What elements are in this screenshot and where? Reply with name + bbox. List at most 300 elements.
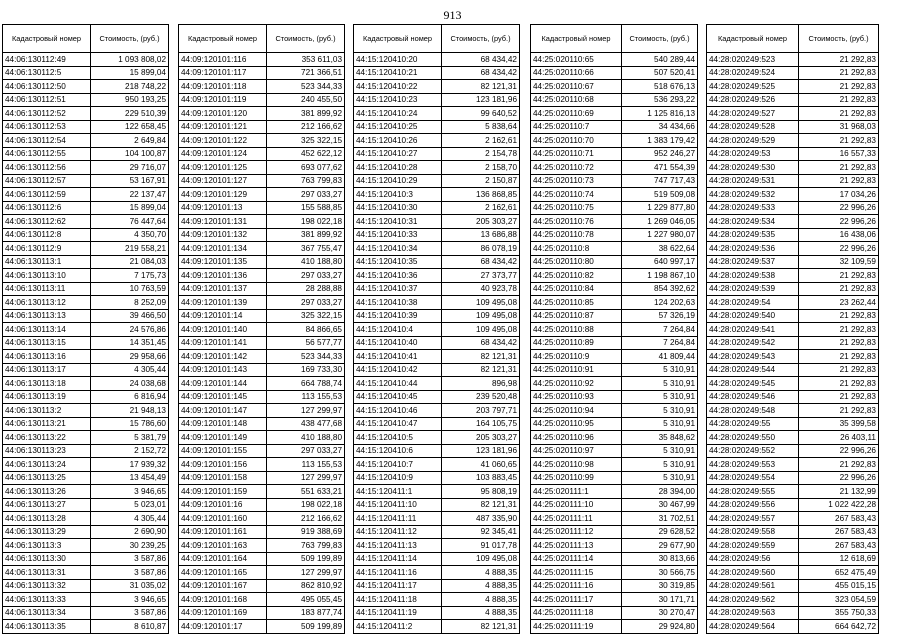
table-row xyxy=(707,174,879,188)
cost-cell: 35 399,58 xyxy=(799,417,879,431)
cost-cell: 29 628,52 xyxy=(622,525,698,539)
table-row xyxy=(179,174,345,188)
table-row xyxy=(3,390,169,404)
table-row xyxy=(3,363,169,377)
table-row xyxy=(179,188,345,202)
table-row xyxy=(179,309,345,323)
table-row xyxy=(354,566,520,580)
table-row xyxy=(179,458,345,472)
cadastral-number-cell: 44:06:130113:23 xyxy=(3,444,91,458)
table-row xyxy=(354,174,520,188)
cadastral-number-cell: 44:06:130112:49 xyxy=(3,53,91,67)
cadastral-number-cell: 44:09:120101:122 xyxy=(179,134,267,148)
cadastral-number-cell: 44:28:020249:54 xyxy=(707,296,799,310)
cadastral-number-cell: 44:28:020249:564 xyxy=(707,620,799,634)
cost-cell: 747 717,43 xyxy=(622,174,698,188)
cadastral-number-cell: 44:09:120101:135 xyxy=(179,255,267,269)
cost-cell: 24 038,68 xyxy=(91,377,169,391)
cadastral-number-cell: 44:09:120101:127 xyxy=(179,174,267,188)
cost-cell: 21 132,99 xyxy=(799,485,879,499)
table-row xyxy=(531,323,698,337)
cost-cell: 1 093 808,02 xyxy=(91,53,169,67)
cost-cell: 41 809,44 xyxy=(622,350,698,364)
cadastral-number-cell: 44:15:120411:16 xyxy=(354,566,442,580)
cadastral-table-4 xyxy=(530,24,698,634)
cost-cell: 82 121,31 xyxy=(442,620,520,634)
cadastral-number-cell: 44:09:120101:136 xyxy=(179,269,267,283)
cost-cell: 30 270,47 xyxy=(622,606,698,620)
cadastral-number-cell: 44:06:130113:35 xyxy=(3,620,91,634)
cost-cell: 27 373,77 xyxy=(442,269,520,283)
table-row xyxy=(531,444,698,458)
cadastral-number-cell: 44:06:130113:21 xyxy=(3,417,91,431)
table-row xyxy=(354,458,520,472)
table-row xyxy=(707,336,879,350)
cadastral-table-1 xyxy=(2,24,169,634)
cost-cell: 30 467,99 xyxy=(622,498,698,512)
cost-cell: 53 167,91 xyxy=(91,174,169,188)
cadastral-number-cell: 44:28:020249:545 xyxy=(707,377,799,391)
table-row xyxy=(531,147,698,161)
cadastral-number-cell: 44:15:120410:33 xyxy=(354,228,442,242)
table-row xyxy=(354,417,520,431)
cadastral-number-cell: 44:15:120411:13 xyxy=(354,539,442,553)
table-row xyxy=(707,566,879,580)
cadastral-number-cell: 44:28:020249:524 xyxy=(707,66,799,80)
cost-cell: 862 810,92 xyxy=(267,579,345,593)
table-row xyxy=(179,269,345,283)
cost-cell: 12 618,69 xyxy=(799,552,879,566)
table-row xyxy=(354,471,520,485)
table-row xyxy=(3,552,169,566)
cadastral-number-cell: 44:06:130113:18 xyxy=(3,377,91,391)
table-row xyxy=(179,485,345,499)
cadastral-number-cell: 44:28:020249:529 xyxy=(707,134,799,148)
table-row xyxy=(707,53,879,67)
cost-cell: 523 344,33 xyxy=(267,350,345,364)
cadastral-number-cell: 44:06:130113:16 xyxy=(3,350,91,364)
cadastral-number-cell: 44:06:130113:13 xyxy=(3,309,91,323)
cadastral-number-cell: 44:15:120410:21 xyxy=(354,66,442,80)
cost-cell: 122 658,45 xyxy=(91,120,169,134)
table-row xyxy=(179,215,345,229)
table-row xyxy=(531,336,698,350)
cost-cell: 10 763,59 xyxy=(91,282,169,296)
table-row xyxy=(354,93,520,107)
cadastral-number-cell: 44:28:020249:535 xyxy=(707,228,799,242)
cadastral-number-cell: 44:25:020111:1 xyxy=(531,485,622,499)
cadastral-number-cell: 44:25:020110:99 xyxy=(531,471,622,485)
cadastral-number-cell: 44:06:130113:19 xyxy=(3,390,91,404)
cost-cell: 4 305,44 xyxy=(91,363,169,377)
cadastral-number-cell: 44:06:130112:54 xyxy=(3,134,91,148)
cost-cell: 22 996,26 xyxy=(799,201,879,215)
cadastral-number-cell: 44:25:020110:73 xyxy=(531,174,622,188)
cadastral-number-cell: 44:09:120101:132 xyxy=(179,228,267,242)
cadastral-number-cell: 44:15:120410:23 xyxy=(354,93,442,107)
cost-cell: 21 292,83 xyxy=(799,309,879,323)
cadastral-number-cell: 44:06:130112:53 xyxy=(3,120,91,134)
table-row xyxy=(354,242,520,256)
table-header-row xyxy=(179,25,345,53)
cost-cell: 367 755,47 xyxy=(267,242,345,256)
cadastral-number-cell: 44:28:020249:552 xyxy=(707,444,799,458)
cost-cell: 28 394,00 xyxy=(622,485,698,499)
cadastral-number-cell: 44:25:020111:19 xyxy=(531,620,622,634)
cost-cell: 198 022,18 xyxy=(267,498,345,512)
cadastral-number-cell: 44:28:020249:525 xyxy=(707,80,799,94)
table-row xyxy=(531,566,698,580)
cost-cell: 495 055,45 xyxy=(267,593,345,607)
cost-cell: 6 816,94 xyxy=(91,390,169,404)
table-row xyxy=(179,80,345,94)
cost-cell: 664 642,72 xyxy=(799,620,879,634)
cadastral-number-cell: 44:25:020110:66 xyxy=(531,66,622,80)
table-row xyxy=(179,296,345,310)
table-row xyxy=(531,350,698,364)
table-row xyxy=(3,404,169,418)
table-row xyxy=(354,134,520,148)
cost-cell: 896,98 xyxy=(442,377,520,391)
cadastral-number-cell: 44:28:020249:558 xyxy=(707,525,799,539)
cadastral-number-cell: 44:15:120410:47 xyxy=(354,417,442,431)
cost-cell: 68 434,42 xyxy=(442,255,520,269)
cadastral-number-cell: 44:25:020110:91 xyxy=(531,363,622,377)
cost-cell: 21 292,83 xyxy=(799,458,879,472)
cost-cell: 325 322,15 xyxy=(267,309,345,323)
cadastral-table-3 xyxy=(353,24,520,634)
cadastral-number-cell: 44:09:120101:120 xyxy=(179,107,267,121)
table-row xyxy=(707,620,879,634)
cost-cell: 3 587,86 xyxy=(91,606,169,620)
table-row xyxy=(354,350,520,364)
cost-cell: 21 292,83 xyxy=(799,363,879,377)
cost-cell: 5 310,91 xyxy=(622,471,698,485)
cost-cell: 21 292,83 xyxy=(799,53,879,67)
table-row xyxy=(179,255,345,269)
cadastral-number-cell: 44:25:020110:78 xyxy=(531,228,622,242)
table-row xyxy=(531,552,698,566)
table-row xyxy=(179,525,345,539)
table-row xyxy=(531,188,698,202)
table-row xyxy=(3,296,169,310)
cost-cell: 2 162,61 xyxy=(442,201,520,215)
cadastral-number-cell: 44:09:120101:139 xyxy=(179,296,267,310)
table-row xyxy=(707,215,879,229)
cost-cell: 21 292,83 xyxy=(799,282,879,296)
cadastral-table-5 xyxy=(706,24,879,634)
cadastral-number-cell: 44:09:120101:147 xyxy=(179,404,267,418)
cadastral-number-cell: 44:25:020110:96 xyxy=(531,431,622,445)
cadastral-number-cell: 44:09:120101:118 xyxy=(179,80,267,94)
cadastral-number-cell: 44:06:130113:26 xyxy=(3,485,91,499)
cadastral-number-cell: 44:09:120101:168 xyxy=(179,593,267,607)
cost-cell: 164 105,75 xyxy=(442,417,520,431)
cost-cell: 16 438,06 xyxy=(799,228,879,242)
table-row xyxy=(354,201,520,215)
cost-cell: 76 447,64 xyxy=(91,215,169,229)
table-row xyxy=(3,282,169,296)
table-row xyxy=(3,620,169,634)
table-row xyxy=(179,552,345,566)
cost-cell: 325 322,15 xyxy=(267,134,345,148)
cadastral-number-cell: 44:15:120411:18 xyxy=(354,593,442,607)
cadastral-number-cell: 44:09:120101:145 xyxy=(179,390,267,404)
table-row xyxy=(354,53,520,67)
table-row xyxy=(179,147,345,161)
table-row xyxy=(531,228,698,242)
cadastral-number-cell: 44:09:120101:155 xyxy=(179,444,267,458)
cadastral-number-cell: 44:15:120410:6 xyxy=(354,444,442,458)
cadastral-number-cell: 44:25:020111:14 xyxy=(531,552,622,566)
cost-cell: 109 495,08 xyxy=(442,552,520,566)
table-row xyxy=(179,242,345,256)
table-row xyxy=(3,161,169,175)
cadastral-number-cell: 44:28:020249:543 xyxy=(707,350,799,364)
cadastral-number-cell: 44:25:020110:82 xyxy=(531,269,622,283)
cost-cell: 109 495,08 xyxy=(442,296,520,310)
cadastral-number-cell: 44:25:020110:67 xyxy=(531,80,622,94)
cadastral-number-cell: 44:28:020249:553 xyxy=(707,458,799,472)
cost-cell: 29 958,66 xyxy=(91,350,169,364)
table-row xyxy=(3,147,169,161)
table-row xyxy=(707,525,879,539)
cadastral-number-cell: 44:25:020110:97 xyxy=(531,444,622,458)
cost-cell: 297 033,27 xyxy=(267,444,345,458)
cost-cell: 205 303,27 xyxy=(442,215,520,229)
table-row xyxy=(3,539,169,553)
table-row xyxy=(3,444,169,458)
cost-cell: 30 239,25 xyxy=(91,539,169,553)
cost-cell: 205 303,27 xyxy=(442,431,520,445)
cost-cell: 39 466,50 xyxy=(91,309,169,323)
cost-cell: 297 033,27 xyxy=(267,296,345,310)
cadastral-number-cell: 44:15:120410:42 xyxy=(354,363,442,377)
table-row xyxy=(707,269,879,283)
cost-cell: 127 299,97 xyxy=(267,404,345,418)
table-row xyxy=(531,471,698,485)
cost-cell: 22 996,26 xyxy=(799,471,879,485)
table-row xyxy=(3,309,169,323)
table-row xyxy=(354,579,520,593)
table-row xyxy=(354,215,520,229)
table-row xyxy=(707,282,879,296)
table-row xyxy=(179,93,345,107)
table-row xyxy=(531,525,698,539)
cadastral-number-cell: 44:06:130112:5 xyxy=(3,66,91,80)
cadastral-number-cell: 44:09:120101:164 xyxy=(179,552,267,566)
table-row xyxy=(707,120,879,134)
cost-cell: 30 319,85 xyxy=(622,579,698,593)
table-row xyxy=(707,552,879,566)
table-row xyxy=(3,377,169,391)
cost-cell: 355 750,33 xyxy=(799,606,879,620)
cadastral-number-cell: 44:15:120410:30 xyxy=(354,201,442,215)
table-row xyxy=(354,620,520,634)
cost-cell: 297 033,27 xyxy=(267,188,345,202)
table-row xyxy=(179,404,345,418)
cost-cell: 104 100,87 xyxy=(91,147,169,161)
cost-cell: 127 299,97 xyxy=(267,471,345,485)
cadastral-number-cell: 44:28:020249:56 xyxy=(707,552,799,566)
table-row xyxy=(531,363,698,377)
cadastral-number-cell: 44:06:130113:10 xyxy=(3,269,91,283)
table-row xyxy=(354,255,520,269)
cost-cell: 381 899,92 xyxy=(267,228,345,242)
table-row xyxy=(531,309,698,323)
cost-cell: 32 109,59 xyxy=(799,255,879,269)
cost-cell: 127 299,97 xyxy=(267,566,345,580)
cost-cell: 29 677,90 xyxy=(622,539,698,553)
cost-cell: 7 264,84 xyxy=(622,336,698,350)
cadastral-number-cell: 44:25:020111:11 xyxy=(531,512,622,526)
cost-cell: 203 797,71 xyxy=(442,404,520,418)
table-row xyxy=(179,566,345,580)
cadastral-number-cell: 44:09:120101:160 xyxy=(179,512,267,526)
cost-cell: 30 566,75 xyxy=(622,566,698,580)
cadastral-number-cell: 44:28:020249:533 xyxy=(707,201,799,215)
cost-cell: 4 888,35 xyxy=(442,579,520,593)
table-row xyxy=(3,431,169,445)
cadastral-number-cell: 44:15:120411:11 xyxy=(354,512,442,526)
cadastral-number-cell: 44:25:020110:72 xyxy=(531,161,622,175)
cost-cell: 2 649,84 xyxy=(91,134,169,148)
table-row xyxy=(707,350,879,364)
cost-cell: 5 023,01 xyxy=(91,498,169,512)
table-row xyxy=(179,120,345,134)
cost-cell: 381 899,92 xyxy=(267,107,345,121)
table-row xyxy=(531,498,698,512)
cost-cell: 438 477,68 xyxy=(267,417,345,431)
cadastral-number-cell: 44:09:120101:159 xyxy=(179,485,267,499)
cost-cell: 17 034,26 xyxy=(799,188,879,202)
cost-cell: 21 292,83 xyxy=(799,323,879,337)
cost-cell: 21 948,13 xyxy=(91,404,169,418)
cost-cell: 82 121,31 xyxy=(442,80,520,94)
table-row xyxy=(531,417,698,431)
cost-cell: 1 383 179,42 xyxy=(622,134,698,148)
table-row xyxy=(707,579,879,593)
table-row xyxy=(707,363,879,377)
table-row xyxy=(531,404,698,418)
cadastral-number-cell: 44:06:130113:22 xyxy=(3,431,91,445)
table-row xyxy=(707,201,879,215)
cadastral-number-cell: 44:28:020249:544 xyxy=(707,363,799,377)
cadastral-number-cell: 44:28:020249:539 xyxy=(707,282,799,296)
table-row xyxy=(179,323,345,337)
table-row xyxy=(707,134,879,148)
cost-cell: 240 455,50 xyxy=(267,93,345,107)
table-row xyxy=(3,498,169,512)
table-row xyxy=(354,323,520,337)
cadastral-number-cell: 44:25:020110:84 xyxy=(531,282,622,296)
cadastral-number-cell: 44:28:020249:537 xyxy=(707,255,799,269)
page-number: 913 xyxy=(443,8,462,22)
cost-cell: 3 946,65 xyxy=(91,593,169,607)
cost-cell: 353 611,03 xyxy=(267,53,345,67)
table-row xyxy=(707,498,879,512)
cadastral-number-cell: 44:09:120101:163 xyxy=(179,539,267,553)
cost-cell: 267 583,43 xyxy=(799,525,879,539)
cost-cell: 2 150,87 xyxy=(442,174,520,188)
cost-cell: 99 640,52 xyxy=(442,107,520,121)
cost-cell: 68 434,42 xyxy=(442,66,520,80)
cost-cell: 21 292,83 xyxy=(799,80,879,94)
table-row xyxy=(707,593,879,607)
cost-cell: 82 121,31 xyxy=(442,350,520,364)
cadastral-number-cell: 44:06:130113:29 xyxy=(3,525,91,539)
table-row xyxy=(354,336,520,350)
cost-cell: 950 193,25 xyxy=(91,93,169,107)
table-row xyxy=(3,53,169,67)
cadastral-number-cell: 44:15:120410:5 xyxy=(354,431,442,445)
cadastral-number-cell: 44:25:020111:17 xyxy=(531,593,622,607)
cadastral-number-cell: 44:09:120101:161 xyxy=(179,525,267,539)
cadastral-number-cell: 44:28:020249:530 xyxy=(707,161,799,175)
cost-cell: 2 690,90 xyxy=(91,525,169,539)
header-cadastral-number: Кадастровый номер xyxy=(531,25,622,53)
cadastral-number-cell: 44:06:130113:31 xyxy=(3,566,91,580)
table-row xyxy=(354,552,520,566)
table-row xyxy=(531,269,698,283)
cost-cell: 952 246,27 xyxy=(622,147,698,161)
cadastral-number-cell: 44:25:020110:68 xyxy=(531,93,622,107)
cadastral-number-cell: 44:15:120410:25 xyxy=(354,120,442,134)
table-row xyxy=(707,161,879,175)
table-row xyxy=(707,431,879,445)
cadastral-number-cell: 44:28:020249:555 xyxy=(707,485,799,499)
cost-cell: 92 345,41 xyxy=(442,525,520,539)
cost-cell: 4 888,35 xyxy=(442,593,520,607)
cadastral-number-cell: 44:09:120101:134 xyxy=(179,242,267,256)
cost-cell: 8 610,87 xyxy=(91,620,169,634)
table-row xyxy=(531,215,698,229)
table-row xyxy=(354,188,520,202)
cost-cell: 29 924,80 xyxy=(622,620,698,634)
cadastral-number-cell: 44:28:020249:561 xyxy=(707,579,799,593)
cadastral-number-cell: 44:09:120101:119 xyxy=(179,93,267,107)
cadastral-number-cell: 44:25:020110:88 xyxy=(531,323,622,337)
table-row xyxy=(354,390,520,404)
table-row xyxy=(179,53,345,67)
cost-cell: 219 558,21 xyxy=(91,242,169,256)
cadastral-number-cell: 44:09:120101:14 xyxy=(179,309,267,323)
cost-cell: 23 262,44 xyxy=(799,296,879,310)
cadastral-number-cell: 44:28:020249:550 xyxy=(707,431,799,445)
cadastral-number-cell: 44:28:020249:557 xyxy=(707,512,799,526)
table-row xyxy=(3,525,169,539)
cadastral-number-cell: 44:28:020249:546 xyxy=(707,390,799,404)
cadastral-number-cell: 44:09:120101:116 xyxy=(179,53,267,67)
cadastral-number-cell: 44:06:130112:52 xyxy=(3,107,91,121)
cost-cell: 26 403,11 xyxy=(799,431,879,445)
table-row xyxy=(531,282,698,296)
cadastral-number-cell: 44:15:120410:26 xyxy=(354,134,442,148)
cadastral-number-cell: 44:09:120101:129 xyxy=(179,188,267,202)
cadastral-number-cell: 44:09:120101:124 xyxy=(179,147,267,161)
table-row xyxy=(707,188,879,202)
cadastral-number-cell: 44:15:120410:44 xyxy=(354,377,442,391)
table-row xyxy=(531,80,698,94)
cadastral-number-cell: 44:15:120411:1 xyxy=(354,485,442,499)
cadastral-number-cell: 44:09:120101:158 xyxy=(179,471,267,485)
table-row xyxy=(707,323,879,337)
cost-cell: 103 883,45 xyxy=(442,471,520,485)
table-header-row xyxy=(707,25,879,53)
cadastral-number-cell: 44:15:120410:46 xyxy=(354,404,442,418)
table-row xyxy=(179,471,345,485)
table-row xyxy=(3,80,169,94)
